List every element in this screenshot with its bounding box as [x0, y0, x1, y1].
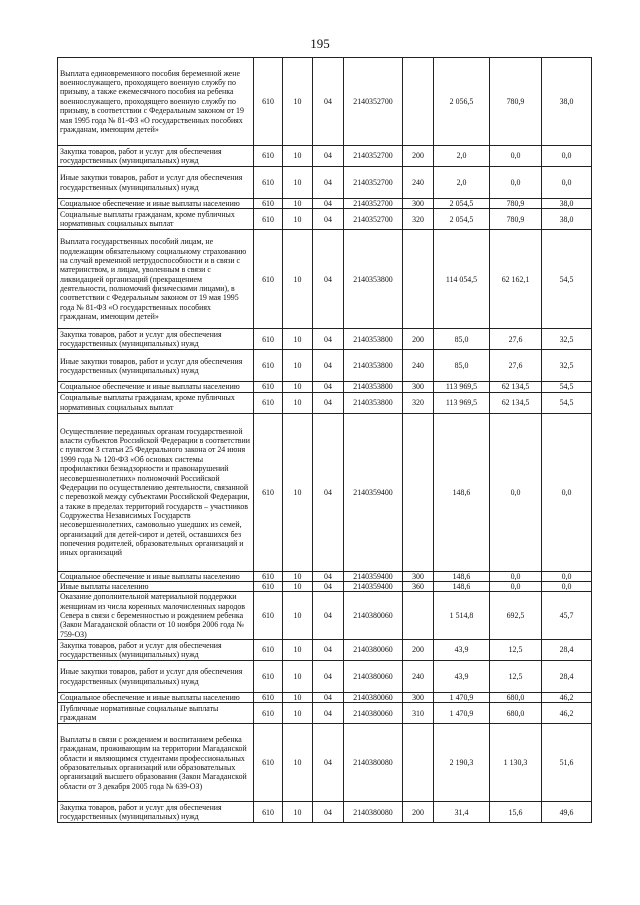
expense-type-code-cell: [403, 592, 434, 640]
expense-type-code-cell: 200: [403, 640, 434, 661]
target-article-code-cell: 2140380080: [344, 802, 403, 823]
planned-amount-cell: 2,0: [434, 167, 490, 199]
execution-percent-cell: 0,0: [542, 146, 592, 167]
expense-type-code-cell: [403, 413, 434, 571]
executed-amount-cell: 780,9: [490, 209, 542, 230]
section-code-cell: 10: [283, 209, 313, 230]
ved-code-cell: 610: [254, 209, 283, 230]
row-name-cell: Социальное обеспечение и иные выплаты населению: [58, 693, 254, 703]
target-article-code-cell: 2140380060: [344, 592, 403, 640]
ved-code-cell: 610: [254, 392, 283, 413]
row-name-cell: Иные закупки товаров, работ и услуг для обеспечения государственных (муниципальных) нужд: [58, 661, 254, 693]
row-name-cell: Иные закупки товаров, работ и услуг для обеспечения государственных (муниципальных) нужд: [58, 167, 254, 199]
execution-percent-cell: 32,5: [542, 329, 592, 350]
row-name-cell: Социальное обеспечение и иные выплаты населению: [58, 199, 254, 209]
section-code-cell: 10: [283, 592, 313, 640]
section-code-cell: 10: [283, 58, 313, 146]
executed-amount-cell: 680,0: [490, 703, 542, 724]
ved-code-cell: 610: [254, 146, 283, 167]
table-row: [58, 58, 592, 146]
subsection-code-cell: 04: [313, 592, 344, 640]
table-row: [58, 146, 592, 167]
target-article-code-cell: 2140353800: [344, 382, 403, 392]
expense-type-code-cell: 300: [403, 199, 434, 209]
section-code-cell: 10: [283, 661, 313, 693]
subsection-code-cell: 04: [313, 802, 344, 823]
row-name-cell: Социальные выплаты гражданам, кроме публичных нормативных социальных выплат: [58, 392, 254, 413]
executed-amount-cell: 27,6: [490, 350, 542, 382]
row-name-cell: Социальные выплаты гражданам, кроме публичных нормативных социальных выплат: [58, 209, 254, 230]
subsection-code-cell: 04: [313, 571, 344, 581]
table-row: [58, 582, 592, 592]
executed-amount-cell: 62 162,1: [490, 230, 542, 329]
target-article-code-cell: 2140353800: [344, 392, 403, 413]
planned-amount-cell: 2 054,5: [434, 199, 490, 209]
execution-percent-cell: 38,0: [542, 209, 592, 230]
execution-percent-cell: 0,0: [542, 571, 592, 581]
expense-type-code-cell: 310: [403, 703, 434, 724]
execution-percent-cell: 45,7: [542, 592, 592, 640]
table-row: [58, 392, 592, 413]
table-row: [58, 413, 592, 571]
planned-amount-cell: 85,0: [434, 329, 490, 350]
table-row: [58, 199, 592, 209]
execution-percent-cell: 54,5: [542, 392, 592, 413]
planned-amount-cell: 31,4: [434, 802, 490, 823]
execution-percent-cell: 0,0: [542, 167, 592, 199]
execution-percent-cell: 0,0: [542, 413, 592, 571]
row-name-cell: Социальное обеспечение и иные выплаты населению: [58, 382, 254, 392]
section-code-cell: 10: [283, 582, 313, 592]
target-article-code-cell: 2140353800: [344, 350, 403, 382]
table-row: [58, 703, 592, 724]
expense-type-code-cell: [403, 230, 434, 329]
subsection-code-cell: 04: [313, 199, 344, 209]
planned-amount-cell: 114 054,5: [434, 230, 490, 329]
executed-amount-cell: 0,0: [490, 571, 542, 581]
ved-code-cell: 610: [254, 350, 283, 382]
expense-type-code-cell: 240: [403, 167, 434, 199]
section-code-cell: 10: [283, 724, 313, 802]
table-row: [58, 209, 592, 230]
budget-table: [57, 57, 592, 823]
executed-amount-cell: 0,0: [490, 413, 542, 571]
ved-code-cell: 610: [254, 167, 283, 199]
table-row: [58, 571, 592, 581]
executed-amount-cell: 780,9: [490, 58, 542, 146]
subsection-code-cell: 04: [313, 230, 344, 329]
execution-percent-cell: 38,0: [542, 199, 592, 209]
section-code-cell: 10: [283, 146, 313, 167]
expense-type-code-cell: 200: [403, 146, 434, 167]
target-article-code-cell: 2140380080: [344, 724, 403, 802]
table-row: [58, 230, 592, 329]
execution-percent-cell: 32,5: [542, 350, 592, 382]
planned-amount-cell: 1 470,9: [434, 693, 490, 703]
target-article-code-cell: 2140352700: [344, 167, 403, 199]
executed-amount-cell: 12,5: [490, 640, 542, 661]
target-article-code-cell: 2140380060: [344, 640, 403, 661]
expense-type-code-cell: 320: [403, 209, 434, 230]
section-code-cell: 10: [283, 199, 313, 209]
planned-amount-cell: 1 514,8: [434, 592, 490, 640]
execution-percent-cell: 49,6: [542, 802, 592, 823]
subsection-code-cell: 04: [313, 413, 344, 571]
execution-percent-cell: 46,2: [542, 703, 592, 724]
planned-amount-cell: 113 969,5: [434, 392, 490, 413]
executed-amount-cell: 27,6: [490, 329, 542, 350]
section-code-cell: 10: [283, 693, 313, 703]
row-name-cell: Закупка товаров, работ и услуг для обеспечения государственных (муниципальных) нужд: [58, 802, 254, 823]
section-code-cell: 10: [283, 640, 313, 661]
ved-code-cell: 610: [254, 693, 283, 703]
expense-type-code-cell: 300: [403, 693, 434, 703]
target-article-code-cell: 2140352700: [344, 146, 403, 167]
ved-code-cell: 610: [254, 802, 283, 823]
section-code-cell: 10: [283, 802, 313, 823]
planned-amount-cell: 2 054,5: [434, 209, 490, 230]
ved-code-cell: 610: [254, 413, 283, 571]
executed-amount-cell: 15,6: [490, 802, 542, 823]
executed-amount-cell: 0,0: [490, 167, 542, 199]
row-name-cell: Оказание дополнительной материальной поддержки женщинам из числа коренных малочисленных народов Севера в связи с беременностью и рождением ребенка (Закон Магаданской области от 10 ноября 2006 года № 759-ОЗ): [58, 592, 254, 640]
row-name-cell: Выплата государственных пособий лицам, не подлежащим обязательному социальному страхованию на случай временной нетрудоспособности и в связи с материнством, и лицам, уволенным в связи с ликвидацией организаций (прекращением деятельности, полномочий физическими лицами), в соответствии с Федеральным законом от 19 мая 1995 года № 81-ФЗ «О государственных пособиях гражданам, имеющим детей»: [58, 230, 254, 329]
executed-amount-cell: 0,0: [490, 582, 542, 592]
ved-code-cell: 610: [254, 382, 283, 392]
executed-amount-cell: 0,0: [490, 146, 542, 167]
executed-amount-cell: 1 130,3: [490, 724, 542, 802]
section-code-cell: 10: [283, 413, 313, 571]
row-name-cell: Иные закупки товаров, работ и услуг для обеспечения государственных (муниципальных) нужд: [58, 350, 254, 382]
ved-code-cell: 610: [254, 571, 283, 581]
planned-amount-cell: 113 969,5: [434, 382, 490, 392]
row-name-cell: Публичные нормативные социальные выплаты гражданам: [58, 703, 254, 724]
expense-type-code-cell: 200: [403, 329, 434, 350]
expense-type-code-cell: [403, 58, 434, 146]
subsection-code-cell: 04: [313, 209, 344, 230]
target-article-code-cell: 2140380060: [344, 703, 403, 724]
execution-percent-cell: 38,0: [542, 58, 592, 146]
row-name-cell: Осуществление переданных органам государственной власти субъектов Российской Федерации в соответствии с пунктом 3 статьи 25 Федерального закона от 24 июня 1999 года № 120-ФЗ «Об основах системы профилактики безнадзорности и правонарушений несовершеннолетних» полномочий Российской Федерации по осуществлению деятельности, связанной с перевозкой между субъектами Российской Федерации, а также в пределах территорий государств – участников Содружества Независимых Государств несовершеннолетних, самовольно ушедших из семей, организаций для детей-сирот и детей, оставшихся без попечения родителей, образовательных организаций и иных организаций: [58, 413, 254, 571]
table-row: [58, 167, 592, 199]
executed-amount-cell: 62 134,5: [490, 382, 542, 392]
executed-amount-cell: 680,0: [490, 693, 542, 703]
section-code-cell: 10: [283, 329, 313, 350]
target-article-code-cell: 2140380060: [344, 661, 403, 693]
executed-amount-cell: 780,9: [490, 199, 542, 209]
planned-amount-cell: 148,6: [434, 413, 490, 571]
ved-code-cell: 610: [254, 58, 283, 146]
row-name-cell: Социальное обеспечение и иные выплаты населению: [58, 571, 254, 581]
executed-amount-cell: 692,5: [490, 592, 542, 640]
row-name-cell: Закупка товаров, работ и услуг для обеспечения государственных (муниципальных) нужд: [58, 640, 254, 661]
expense-type-code-cell: 300: [403, 571, 434, 581]
ved-code-cell: 610: [254, 582, 283, 592]
executed-amount-cell: 12,5: [490, 661, 542, 693]
row-name-cell: Выплаты в связи с рождением и воспитанием ребенка гражданам, проживающим на территории Магаданской области и являющимся студентами профессиональных образовательных организаций или образовательных организаций высшего образования (Закон Магаданской области от 3 декабря 2005 года № 639-ОЗ): [58, 724, 254, 802]
execution-percent-cell: 54,5: [542, 382, 592, 392]
subsection-code-cell: 04: [313, 582, 344, 592]
section-code-cell: 10: [283, 703, 313, 724]
planned-amount-cell: 1 470,9: [434, 703, 490, 724]
planned-amount-cell: 2,0: [434, 146, 490, 167]
row-name-cell: Выплата единовременного пособия беременной жене военнослужащего, проходящего военную службу по призыву, а также ежемесячного пособия на ребенка военнослужащего, проходящего военную службу по призыву, в соответствии с Федеральным законом от 19 мая 1995 года № 81-ФЗ «О государственных пособиях гражданам, имеющим детей»: [58, 58, 254, 146]
execution-percent-cell: 28,4: [542, 640, 592, 661]
ved-code-cell: 610: [254, 199, 283, 209]
subsection-code-cell: 04: [313, 167, 344, 199]
target-article-code-cell: 2140359400: [344, 413, 403, 571]
table-row: [58, 724, 592, 802]
planned-amount-cell: 148,6: [434, 571, 490, 581]
planned-amount-cell: 43,9: [434, 661, 490, 693]
target-article-code-cell: 2140359400: [344, 571, 403, 581]
section-code-cell: 10: [283, 382, 313, 392]
execution-percent-cell: 54,5: [542, 230, 592, 329]
planned-amount-cell: 148,6: [434, 582, 490, 592]
table-body: [58, 58, 592, 823]
subsection-code-cell: 04: [313, 382, 344, 392]
table-row: [58, 382, 592, 392]
planned-amount-cell: 2 190,3: [434, 724, 490, 802]
subsection-code-cell: 04: [313, 703, 344, 724]
target-article-code-cell: 2140352700: [344, 209, 403, 230]
subsection-code-cell: 04: [313, 661, 344, 693]
expense-type-code-cell: 240: [403, 350, 434, 382]
table-row: [58, 802, 592, 823]
target-article-code-cell: 2140352700: [344, 58, 403, 146]
target-article-code-cell: 2140352700: [344, 199, 403, 209]
table-row: [58, 592, 592, 640]
expense-type-code-cell: 240: [403, 661, 434, 693]
table-row: [58, 329, 592, 350]
execution-percent-cell: 46,2: [542, 693, 592, 703]
subsection-code-cell: 04: [313, 724, 344, 802]
row-name-cell: Закупка товаров, работ и услуг для обеспечения государственных (муниципальных) нужд: [58, 329, 254, 350]
planned-amount-cell: 43,9: [434, 640, 490, 661]
expense-type-code-cell: 320: [403, 392, 434, 413]
expense-type-code-cell: 300: [403, 382, 434, 392]
executed-amount-cell: 62 134,5: [490, 392, 542, 413]
execution-percent-cell: 28,4: [542, 661, 592, 693]
execution-percent-cell: 0,0: [542, 582, 592, 592]
page-number: 195: [310, 36, 330, 51]
table-row: [58, 661, 592, 693]
subsection-code-cell: 04: [313, 350, 344, 382]
ved-code-cell: 610: [254, 329, 283, 350]
table-row: [58, 693, 592, 703]
ved-code-cell: 610: [254, 592, 283, 640]
ved-code-cell: 610: [254, 661, 283, 693]
table-row: [58, 640, 592, 661]
execution-percent-cell: 51,6: [542, 724, 592, 802]
target-article-code-cell: 2140353800: [344, 329, 403, 350]
ved-code-cell: 610: [254, 724, 283, 802]
expense-type-code-cell: [403, 724, 434, 802]
expense-type-code-cell: 200: [403, 802, 434, 823]
target-article-code-cell: 2140380060: [344, 693, 403, 703]
subsection-code-cell: 04: [313, 58, 344, 146]
subsection-code-cell: 04: [313, 392, 344, 413]
row-name-cell: Иные выплаты населению: [58, 582, 254, 592]
table-row: [58, 350, 592, 382]
target-article-code-cell: 2140359400: [344, 582, 403, 592]
target-article-code-cell: 2140353800: [344, 230, 403, 329]
subsection-code-cell: 04: [313, 640, 344, 661]
row-name-cell: Закупка товаров, работ и услуг для обеспечения государственных (муниципальных) нужд: [58, 146, 254, 167]
section-code-cell: 10: [283, 571, 313, 581]
ved-code-cell: 610: [254, 640, 283, 661]
section-code-cell: 10: [283, 392, 313, 413]
ved-code-cell: 610: [254, 230, 283, 329]
subsection-code-cell: 04: [313, 329, 344, 350]
section-code-cell: 10: [283, 230, 313, 329]
section-code-cell: 10: [283, 167, 313, 199]
planned-amount-cell: 85,0: [434, 350, 490, 382]
subsection-code-cell: 04: [313, 146, 344, 167]
planned-amount-cell: 2 056,5: [434, 58, 490, 146]
ved-code-cell: 610: [254, 703, 283, 724]
subsection-code-cell: 04: [313, 693, 344, 703]
expense-type-code-cell: 360: [403, 582, 434, 592]
section-code-cell: 10: [283, 350, 313, 382]
